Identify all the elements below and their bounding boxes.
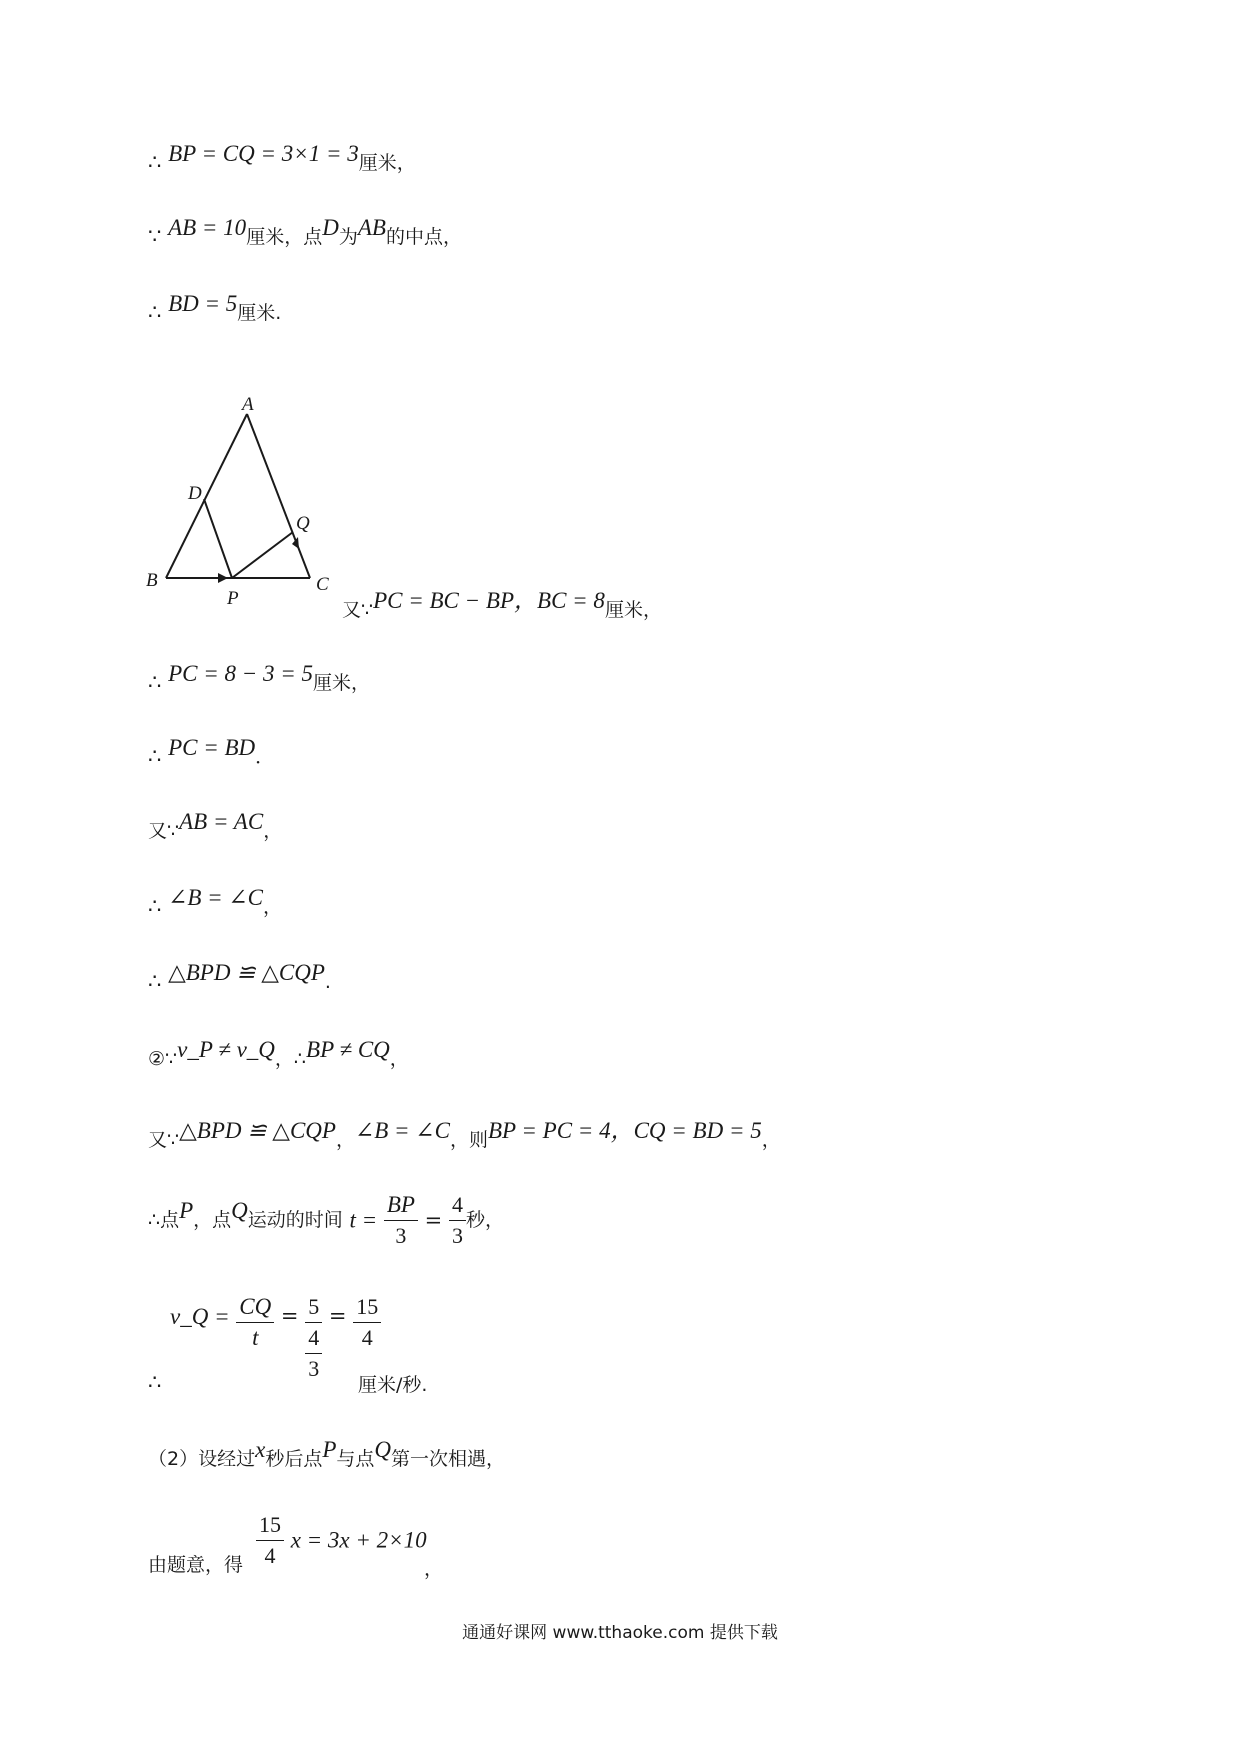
math-expression: BP = PC = 4，CQ = BD = 5 [487, 1118, 762, 1143]
fraction-15-4 [256, 1510, 284, 1571]
numerator: 4 [449, 1190, 466, 1221]
inner-numerator: 4 [305, 1323, 322, 1354]
text: 厘米，点 [246, 226, 323, 248]
proof-line-12 [148, 1190, 504, 1251]
triangle-figure [146, 392, 346, 622]
equals-sign: = [328, 1304, 347, 1328]
denominator: 3 [451, 1223, 463, 1248]
fraction-4-3 [449, 1190, 466, 1251]
text: 秒后点 [265, 1448, 323, 1470]
math-expression: x [255, 1437, 266, 1462]
proof-line-14 [148, 1437, 506, 1471]
proof-line-4 [342, 590, 662, 623]
math-expression: v_P ≠ v_Q [177, 1037, 275, 1062]
segment-dp [204, 499, 232, 578]
numerator: 15 [256, 1510, 284, 1541]
punctuation: ， [761, 1129, 781, 1151]
denominator: 3 [395, 1223, 407, 1248]
side-ab [166, 414, 247, 578]
footer-watermark: 通通好课网 www.tthaoke.com 提供下载 [462, 1623, 778, 1643]
equals-sign: = [424, 1208, 443, 1233]
math-expression: Q [374, 1437, 392, 1462]
proof-line-9 [148, 960, 331, 994]
inner-denominator: 3 [308, 1356, 320, 1381]
therefore-symbol: ∴ [148, 894, 162, 918]
proof-line-11 [148, 1120, 781, 1153]
punctuation: ， [424, 1558, 444, 1580]
numerator: CQ [236, 1292, 274, 1323]
text: ，∴ [274, 1048, 307, 1070]
because-symbol: ∵ [148, 224, 162, 248]
therefore-symbol: ∴ [148, 670, 162, 694]
denominator: t [252, 1325, 259, 1350]
unit-text: 厘米. [237, 302, 282, 324]
therefore-symbol: ∴ [148, 150, 162, 174]
label-c: C [316, 574, 329, 595]
punctuation: ， [263, 896, 283, 918]
punctuation: . [324, 971, 331, 993]
numerator: BP [384, 1190, 418, 1221]
label-q: Q [296, 513, 310, 534]
math-expression: PC = BC − BP，BC = 8 [373, 588, 605, 613]
text: ，则 [449, 1129, 488, 1151]
text: 由题意，得 [148, 1554, 244, 1576]
label-a: A [242, 394, 254, 415]
fraction-15-4 [353, 1292, 381, 1353]
math-expression: BD = 5 [168, 291, 238, 316]
fraction-5-over-4-3 [305, 1292, 322, 1384]
denominator: 4 [361, 1325, 373, 1350]
text: 为 [338, 226, 358, 248]
text: 运动的时间 [247, 1209, 343, 1231]
label-p: P [227, 588, 239, 609]
math-expression: t = [349, 1207, 378, 1233]
because-text: 又∵ [342, 599, 374, 621]
fraction-cq-t [236, 1292, 274, 1353]
math-expression: PC = BD [168, 735, 256, 760]
side-ac [247, 414, 310, 578]
because-text: 又∵ [148, 820, 180, 842]
arrow-p-icon [218, 573, 228, 583]
math-expression: D [322, 215, 339, 240]
math-expression: ∠B = ∠C [168, 885, 264, 910]
denominator: 4 [264, 1543, 276, 1568]
unit-text: 厘米， [358, 152, 416, 174]
math-expression: Q [231, 1198, 248, 1223]
text: ，点 [193, 1209, 232, 1231]
unit-text: 厘米/秒. [358, 1374, 428, 1396]
math-expression: AB [357, 215, 386, 240]
proof-line-1 [148, 141, 416, 175]
proof-line-7 [148, 809, 283, 843]
because-text: ②∵ [148, 1048, 178, 1070]
math-expression: v_Q = [170, 1304, 230, 1329]
math-expression: △BPD ≌ △CQP [168, 960, 325, 985]
text: 与点 [336, 1448, 375, 1470]
math-expression: P [322, 1437, 337, 1462]
math-expression: P [179, 1198, 194, 1223]
therefore-symbol: ∴ [148, 744, 162, 768]
because-text: 又∵ [148, 1129, 180, 1151]
velocity-expression [170, 1292, 381, 1384]
punctuation: ， [389, 1048, 409, 1070]
math-expression: ∠B = ∠C [354, 1118, 450, 1143]
fraction-bp-3 [384, 1190, 418, 1251]
therefore-symbol: ∴ [148, 1370, 162, 1394]
equals-sign: = [280, 1304, 299, 1328]
unit-text: 厘米， [604, 599, 662, 621]
proof-line-2 [148, 215, 462, 249]
math-expression: x = 3x + 2×10 [290, 1527, 427, 1553]
unit-text: 秒， [465, 1209, 504, 1231]
numerator: 5 [305, 1292, 322, 1323]
unit-text: 厘米， [313, 672, 371, 694]
therefore-symbol: ∴ [148, 969, 162, 993]
punctuation: ， [335, 1129, 355, 1151]
therefore-text: ∴点 [148, 1209, 180, 1231]
numerator: 15 [353, 1292, 381, 1323]
text: 的中点， [385, 226, 462, 248]
math-expression: BP ≠ CQ [306, 1037, 390, 1062]
text: 第一次相遇， [391, 1448, 506, 1470]
proof-line-3 [148, 291, 282, 325]
math-expression: BP = CQ = 3×1 = 3 [168, 141, 359, 166]
punctuation: ． [255, 746, 275, 768]
text: （2）设经过 [148, 1448, 256, 1470]
therefore-symbol: ∴ [148, 300, 162, 324]
segment-pq [232, 532, 293, 578]
proof-line-6 [148, 735, 275, 769]
proof-line-5 [148, 661, 371, 695]
label-d: D [188, 483, 202, 504]
math-expression: AB = AC [179, 809, 264, 834]
equation [256, 1510, 427, 1571]
label-b: B [146, 570, 158, 591]
math-expression: △BPD ≌ △CQP [179, 1118, 336, 1143]
proof-line-8 [148, 885, 283, 919]
math-expression: AB = 10 [168, 215, 247, 240]
math-expression: PC = 8 − 3 = 5 [168, 661, 314, 686]
proof-line-10 [148, 1037, 409, 1071]
punctuation: ， [263, 820, 283, 842]
